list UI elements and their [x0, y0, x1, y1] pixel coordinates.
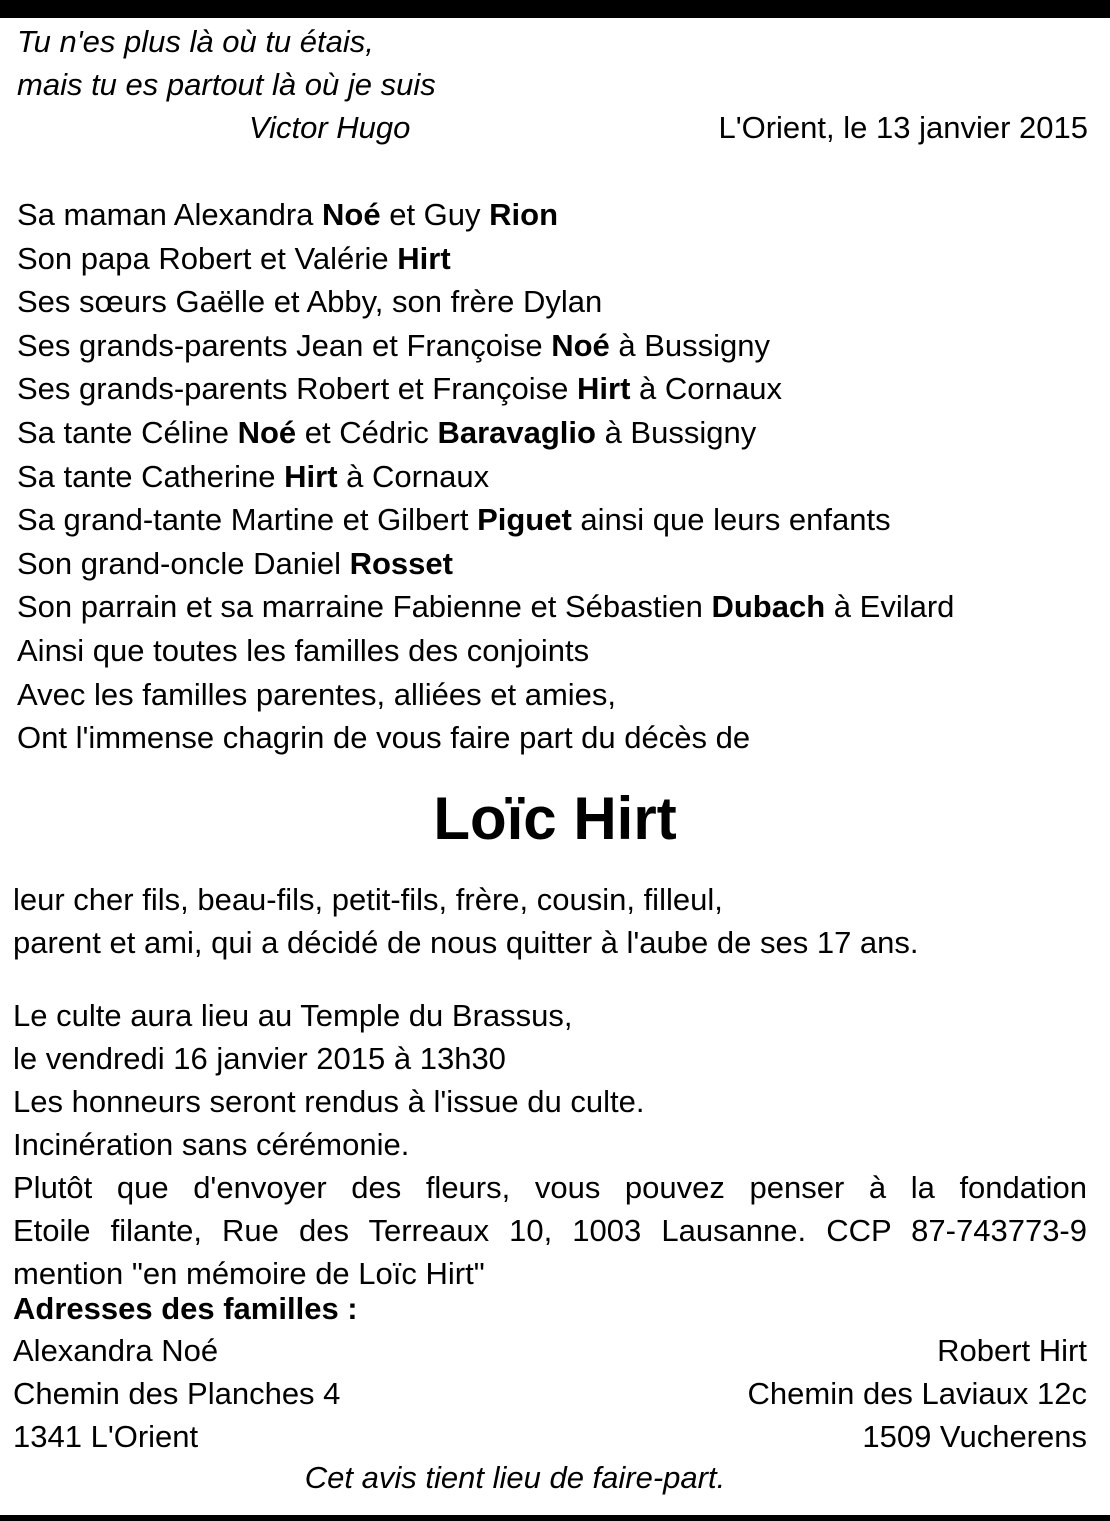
service-line-5: Plutôt que d'envoyer des fleurs, vous pouvez penser à la fondation — [13, 1170, 1087, 1205]
family-surname: Rosset — [349, 545, 453, 581]
family-line — [17, 367, 954, 411]
epigraph-quote — [17, 20, 436, 149]
family-text: Sa maman Alexandra — [17, 197, 323, 232]
family-line — [17, 193, 954, 237]
family-text: Ses grands-parents Jean et Françoise — [17, 327, 552, 363]
relation-line-2: parent et ami, qui a décidé de nous quitter à l'aube de ses 17 ans. — [13, 925, 919, 960]
address-right-name: Robert Hirt — [937, 1333, 1087, 1368]
family-surname: Noé — [322, 197, 381, 232]
family-line — [17, 629, 954, 673]
family-line — [17, 498, 954, 542]
place-date: L'Orient, le 13 janvier 2015 — [718, 110, 1088, 145]
service-line-6: Etoile filante, Rue des Terreaux 10, 1003 Lausanne. CCP 87-743773-9 — [13, 1213, 1087, 1248]
family-surname: Hirt — [284, 458, 338, 494]
family-text: Sa grand-tante Martine et Gilbert — [17, 502, 478, 538]
deceased-name: Loïc Hirt — [433, 785, 677, 852]
family-text: Son papa Robert et Valérie — [17, 240, 398, 276]
family-line — [17, 324, 954, 368]
family-members-list — [17, 193, 954, 760]
family-surname: Noé — [237, 414, 297, 450]
family-text: Avec les familles parentes, alliées et amies, — [17, 676, 617, 712]
service-line-1: Le culte aura lieu au Temple du Brassus, — [13, 998, 573, 1033]
top-border-rule — [0, 0, 1110, 18]
bottom-border-rule — [0, 1515, 1110, 1521]
family-text: Sa tante Céline — [17, 414, 238, 450]
family-text: à Cornaux — [337, 458, 490, 494]
service-line-3: Les honneurs seront rendus à l'issue du culte. — [13, 1084, 645, 1119]
family-text: et Guy — [380, 197, 490, 232]
family-text: Ainsi que toutes les familles des conjoints — [17, 632, 590, 668]
address-right — [748, 1329, 1087, 1458]
address-right-street: Chemin des Laviaux 12c — [747, 1376, 1087, 1411]
service-line-2: le vendredi 16 janvier 2015 à 13h30 — [13, 1041, 506, 1076]
quote-line-1: Tu n'es plus là où tu étais, — [17, 24, 374, 59]
family-text: Son grand-oncle Daniel — [17, 545, 350, 581]
address-left-city: 1341 L'Orient — [13, 1419, 199, 1454]
family-line — [17, 280, 954, 324]
family-surname: Piguet — [477, 502, 572, 538]
family-line — [17, 585, 954, 629]
address-left-name: Alexandra Noé — [13, 1333, 219, 1368]
family-text: à Cornaux — [630, 371, 783, 407]
family-text: ainsi que leurs enfants — [571, 502, 891, 538]
family-text: et Cédric — [296, 414, 438, 450]
family-line — [17, 455, 954, 499]
footer-note: Cet avis tient lieu de faire-part. — [304, 1460, 726, 1495]
family-line — [17, 237, 954, 281]
service-line-4: Incinération sans cérémonie. — [13, 1127, 410, 1162]
addresses-title: Adresses des familles : — [13, 1291, 358, 1326]
family-text: Ses grands-parents Robert et Françoise — [17, 371, 577, 407]
family-text: à Bussigny — [609, 327, 771, 363]
family-line — [17, 673, 954, 717]
service-line-7: mention "en mémoire de Loïc Hirt" — [13, 1256, 485, 1291]
quote-author: Victor Hugo — [249, 110, 411, 145]
family-text: à Bussigny — [595, 414, 757, 450]
family-surname: Dubach — [711, 589, 826, 625]
address-left — [13, 1329, 340, 1458]
family-surname: Hirt — [577, 371, 631, 407]
address-left-street: Chemin des Planches 4 — [13, 1376, 341, 1411]
family-line — [17, 716, 954, 760]
family-line — [17, 411, 954, 455]
family-surname: Rion — [489, 197, 559, 232]
family-surname: Hirt — [397, 240, 451, 276]
service-details — [13, 994, 1087, 1295]
family-text: Ont l'immense chagrin de vous faire part du décès de — [17, 720, 751, 756]
address-right-city: 1509 Vucherens — [862, 1419, 1087, 1454]
family-text: Son parrain et sa marraine Fabienne et Sébastien — [17, 589, 712, 625]
relation-text — [13, 878, 919, 964]
relation-line-1: leur cher fils, beau-fils, petit-fils, frère, cousin, filleul, — [13, 882, 723, 917]
family-surname: Baravaglio — [437, 414, 596, 450]
family-line — [17, 542, 954, 586]
family-surname: Noé — [551, 327, 610, 363]
quote-line-2: mais tu es partout là où je suis — [17, 67, 436, 102]
family-text: Ses sœurs Gaëlle et Abby, son frère Dylan — [17, 284, 603, 320]
family-text: Sa tante Catherine — [17, 458, 285, 494]
family-text: à Evilard — [825, 589, 955, 625]
